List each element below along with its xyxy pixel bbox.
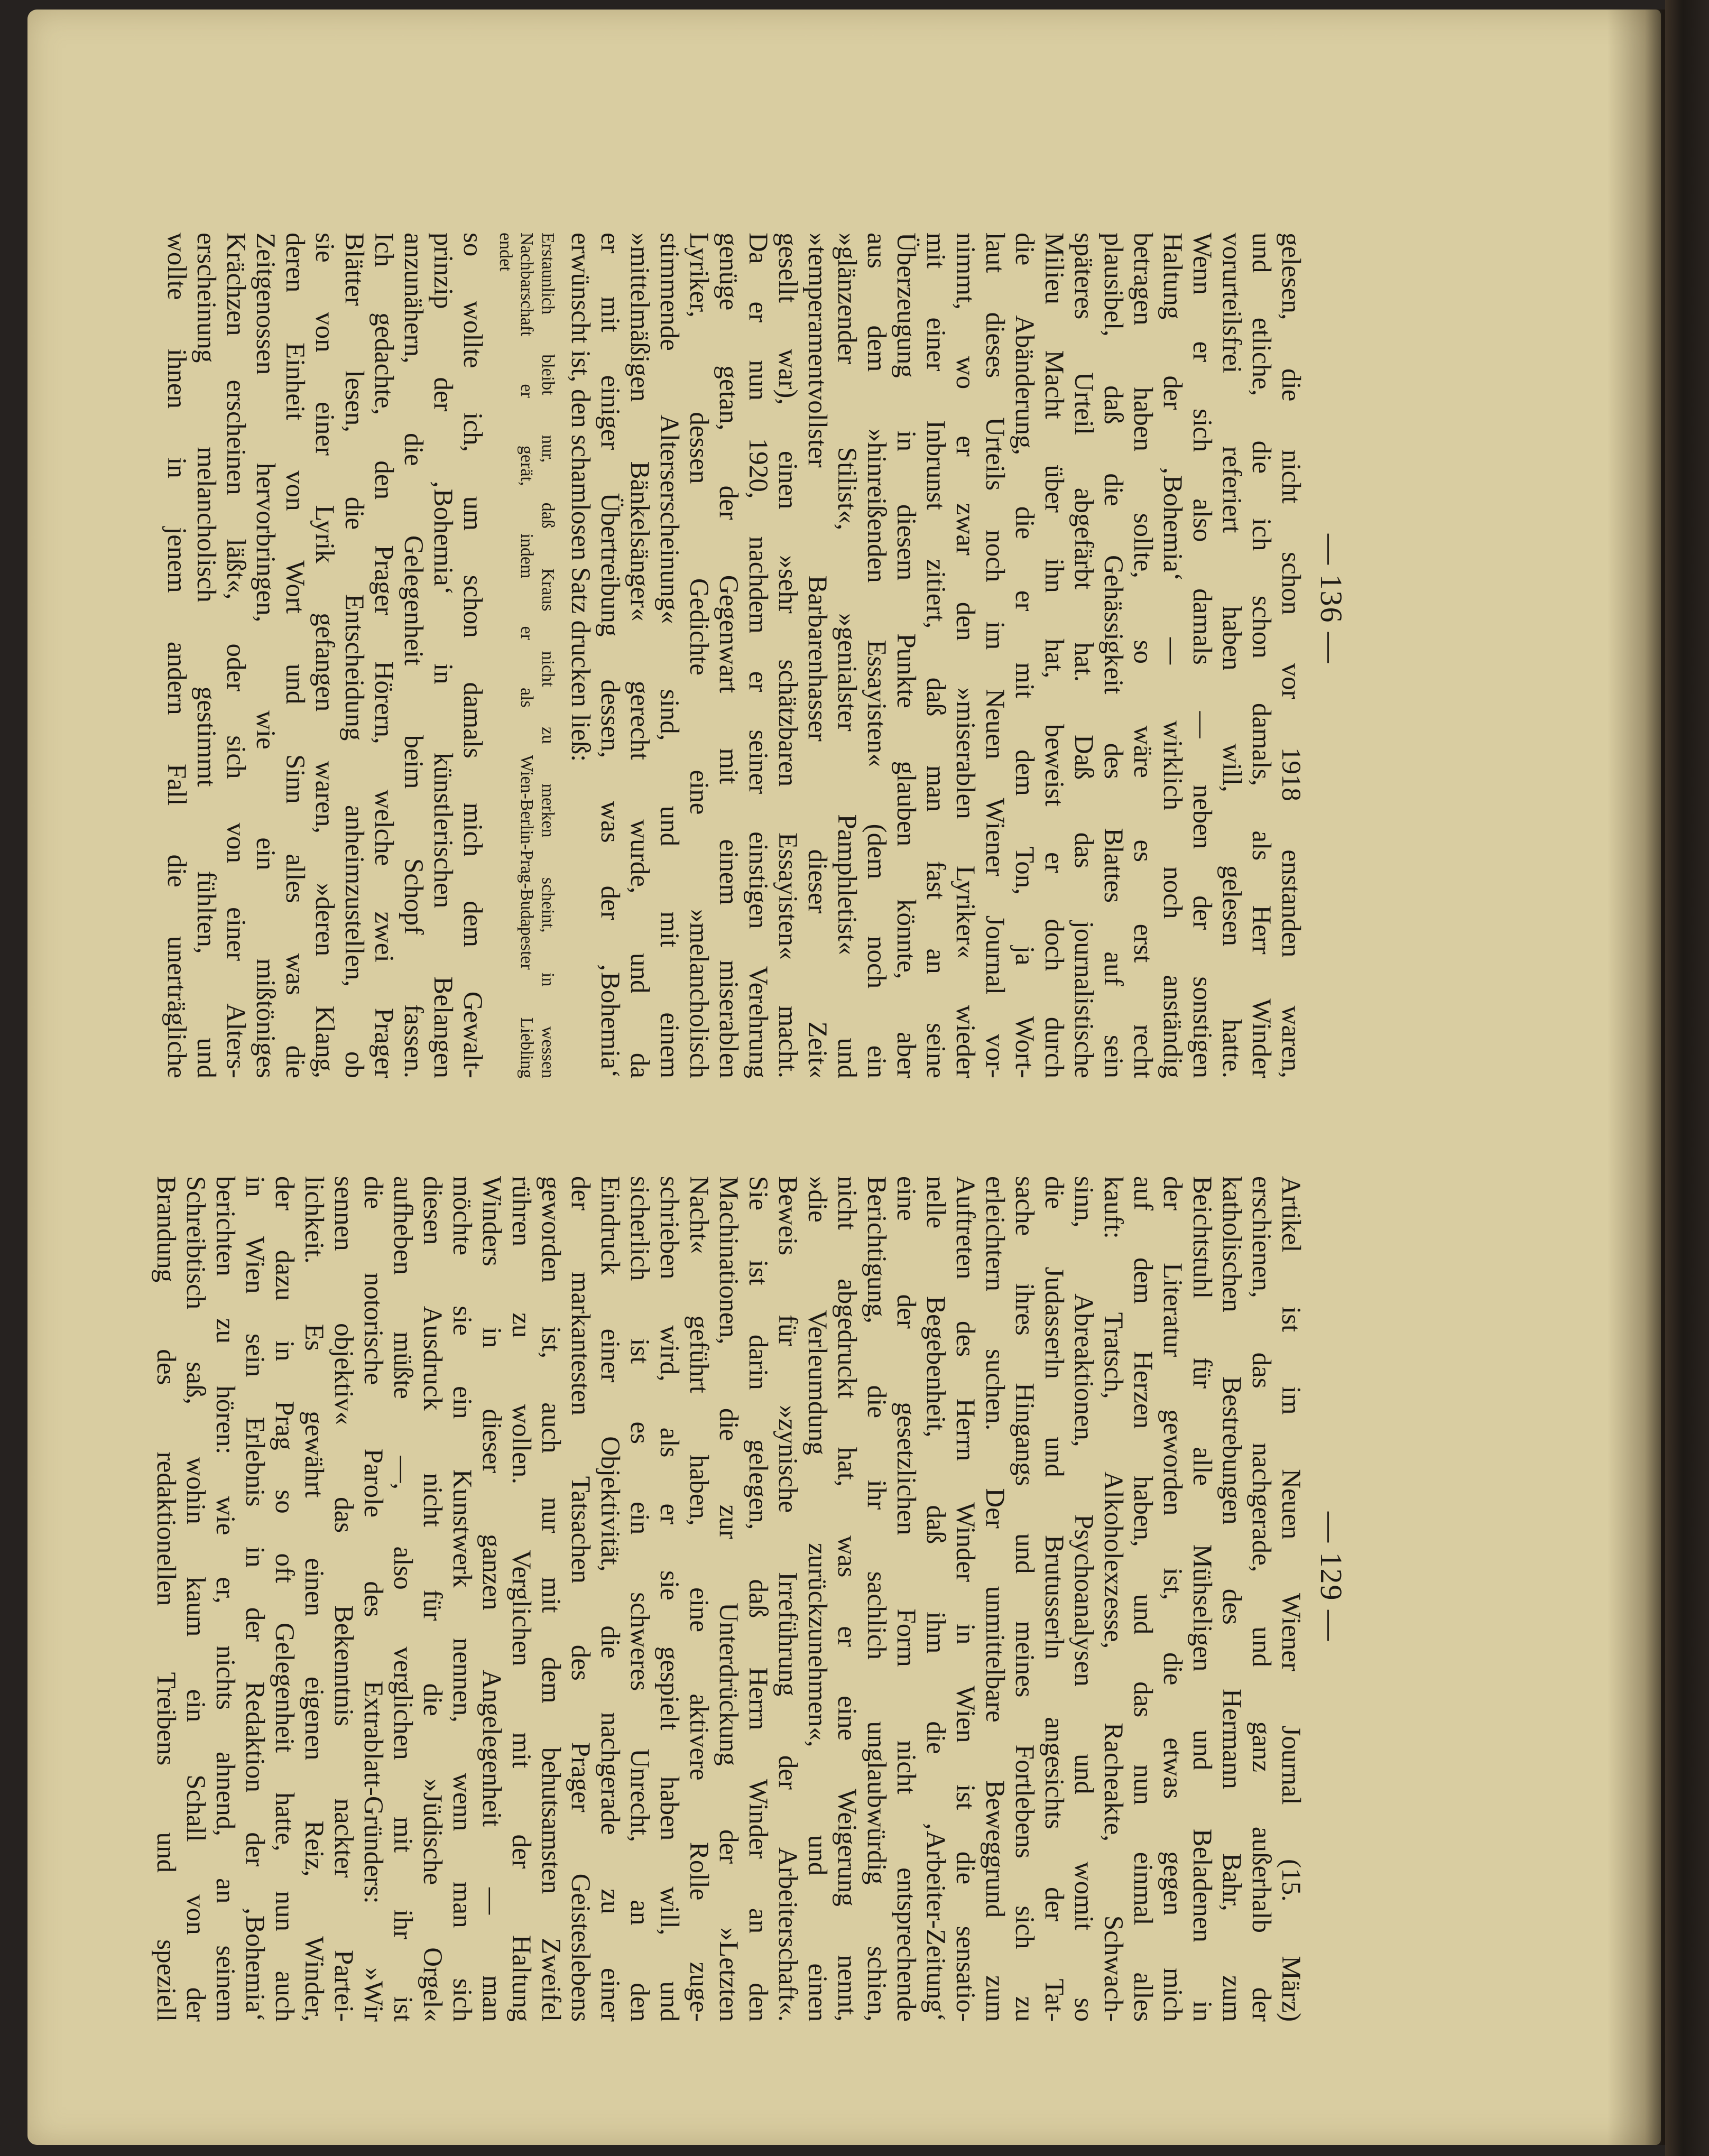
text-line: mit einer Inbrunst zitiert, daß man fast an seine [921, 233, 950, 1078]
footnote-line: Nachbarschaft er gerät, indem er als Wien-Berlin-Prag-Budapester Liebling [517, 233, 537, 1078]
text-line: die Judasserln und Brutusserln angesichts der Tat- [1039, 1176, 1069, 2022]
text-line: Krächzen erscheinen läßt«, oder sich von einer Alters- [221, 233, 251, 1078]
text-line: stimmende Alterserscheinung« sind, und mit einem [654, 233, 684, 1078]
text-line: »mittelmäßigen Bänkelsänger« gerecht wurde, und da [625, 233, 654, 1078]
text-line: »glänzender Stilist«, »genialster Pamphletist« und [832, 233, 862, 1078]
text-line: sie von einer Lyrik gefangen waren, »deren Klang, [310, 233, 339, 1078]
text-line: eine der gesetzlichen Form nicht entsprechende [891, 1176, 921, 2022]
text-line: betragen haben sollte, so wäre es erst recht [1128, 233, 1158, 1078]
text-line: kauft: Tratsch, Alkoholexzesse, Racheakte, Schwach- [1098, 1176, 1128, 2022]
text-line: Beweis für »zynische Irreführung der Arbeiterschaft«. [773, 1176, 802, 2022]
text-line: Eindruck einer Objektivität, die nachgerade zu einer [595, 1176, 625, 2022]
book-cover-edge [1665, 0, 1709, 2156]
text-line: prinzip der ‚Bohemia‘ in künstlerischen Belangen [428, 233, 458, 1078]
text-line: und etliche, die ich schon damals, als Herr Winder [1246, 233, 1276, 1078]
text-line: Winders in dieser ganzen Angelegenheit — man [477, 1176, 506, 2022]
text-line: aufheben müßte —, also verglichen mit ihr ist [388, 1176, 418, 2022]
text-line: diesen Ausdruck nicht für die »Jüdische Orgel« [418, 1176, 447, 2022]
text-line: Machinationen, die zur Unterdrückung der »Letzten [714, 1176, 743, 2022]
text-line: nelle Begebenheit, daß ihm die ‚Arbeiter-Zeitung‘ [921, 1176, 950, 2022]
text-line: erschienen, das nachgerade, und ganz außerhalb der [1246, 1176, 1276, 2022]
page-136-text-column [162, 233, 1306, 1078]
text-line: plausibel, daß die Gehässigkeit des Blattes auf sein [1098, 233, 1128, 1078]
text-line: anzunähern, die Gelegenheit beim Schopf fassen. [399, 233, 428, 1078]
text-line: die notorische Parole des Extrablatt-Gründers: »Wir [358, 1176, 388, 2022]
text-line: erleichtern suchen. Der unmittelbare Beweggrund zum [980, 1176, 1010, 2022]
text-line: Berichtigung, die ihr sachlich unglaubwürdig schien, [862, 1176, 891, 2022]
text-line: laut dieses Urteils noch im Neuen Wiener Journal vor- [980, 233, 1010, 1078]
text-line: der markantesten Tatsachen des Prager Geisteslebens [566, 1176, 595, 2022]
text-line: der Literatur geworden ist, die etwas gegen mich [1158, 1176, 1187, 2022]
text-line: späteres Urteil abgefärbt hat. Daß das journalistische [1069, 233, 1098, 1078]
text-line: Beichtstuhl für alle Mühseligen und Beladenen in [1187, 1176, 1217, 2022]
page-number-129: — 129 — [1314, 1512, 1348, 1642]
text-line: Haltung der ‚Bohemia‘ — wirklich noch anständig [1158, 233, 1187, 1078]
text-line: Schreibtisch saß, wohin kaum ein Schall von der [181, 1176, 210, 2022]
page-number-136: — 136 — [1314, 534, 1348, 664]
text-line: rühren zu wollen. Verglichen mit der Haltung [506, 1176, 536, 2022]
text-line: berichten zu hören: wie er, nichts ahnend, an seinem [210, 1176, 240, 2022]
text-line: sinn, Abreaktionen, Psychoanalysen und womit so [1069, 1176, 1098, 2022]
text-line: »die Verleumdung zurückzunehmen«, und einen [802, 1176, 832, 2022]
text-line: Zeitgenossen hervorbringen, wie ein mißtöniges [251, 233, 280, 1078]
text-line: Überzeugung in diesem Punkte glauben könnte, aber [891, 233, 921, 1078]
text-line: so wollte ich, um schon damals mich dem Gewalt- [458, 233, 487, 1078]
text-line: Lyriker, dessen Gedichte eine »melancholisch [684, 233, 714, 1078]
text-line: erwünscht ist, den schamlosen Satz drucken ließ: [566, 233, 595, 762]
text-line: Auftreten des Herrn Winder in Wien ist die sensatio- [950, 1176, 980, 2022]
text-line: genüge getan, der Gegenwart mit einem miserablen [714, 233, 743, 1078]
text-line: aus dem »hinreißenden Essayisten« (dem noch ein [862, 233, 891, 1078]
text-line: nimmt, wo er zwar den »miserablen Lyriker« wieder [950, 233, 980, 1078]
text-line: Blätter lesen, die Entscheidung anheimzustellen, ob [339, 233, 369, 1078]
page-129-text-column [151, 1176, 1306, 2022]
text-line: Ich gedachte, den Prager Hörern, welche zwei Prager [369, 233, 399, 1078]
text-line: geworden ist, auch nur mit dem behutsamsten Zweifel [536, 1176, 566, 2022]
text-line: die Abänderung, die er mit dem Ton, ja Wort- [1010, 233, 1039, 1078]
text-line: der dazu in Prag so oft Gelegenheit hatte, nun auch [270, 1176, 299, 2022]
text-line: gesellt war), einen »sehr schätzbaren Essayisten« macht. [773, 233, 802, 1078]
text-line: wollte ihnen in jenem andern Fall die unerträgliche [162, 233, 191, 1078]
text-line: nicht abgedruckt hat, was er eine Weigerung nennt, [832, 1176, 862, 2022]
text-line: möchte sie ein Kunstwerk nennen, wenn man sich [447, 1176, 477, 2022]
text-line: katholischen Bestrebungen des Hermann Bahr, zum [1217, 1176, 1246, 2022]
text-line: Wenn er sich also damals — neben der sonstigen [1187, 233, 1217, 1078]
text-line: Artikel ist im Neuen Wiener Journal (15. März) [1276, 1176, 1306, 2022]
text-line: in Wien sein Erlebnis in der Redaktion der ‚Bohemia‘ [240, 1176, 270, 2022]
text-line: schrieben wird, als er sie gespielt haben will, und [654, 1176, 684, 2022]
text-line: gelesen, die nicht schon vor 1918 enstanden waren, [1276, 233, 1306, 1078]
text-line: Da er nun 1920, nachdem er seiner einstigen Verehrung [743, 233, 773, 1078]
footnote-line: Erstaunlich bleibt nur, daß Kraus nicht zu merken scheint, in wessen [538, 233, 558, 1078]
text-line: erscheinung melancholisch gestimmt fühlten, und [191, 233, 221, 1078]
spine-shadow [1607, 10, 1670, 2145]
text-line: Sie ist darin gelegen, daß Herrn Winder an den [743, 1176, 773, 2022]
text-line: sache ihres Hingangs und meines Fortlebens sich zu [1010, 1176, 1039, 2022]
text-line: er mit einiger Übertreibung dessen, was der ‚Bohemia‘ [595, 233, 625, 1078]
text-line: sicherlich ist es ein schweres Unrecht, an den [625, 1176, 654, 2022]
text-line: »temperamentvollster Barbarenhasser dieser Zeit« [802, 233, 832, 1078]
text-line: vorurteilsfrei referiert haben will, gelesen hatte. [1217, 233, 1246, 1078]
text-line: sennen objektiv« das Bekenntnis nackter Partei- [329, 1176, 358, 2022]
text-line: Milieu Macht über ihn hat, beweist er doch durch [1039, 233, 1069, 1078]
footnote-line: endet [496, 233, 515, 272]
text-line: auf dem Herzen haben, und das nun einmal alles [1128, 1176, 1158, 2022]
text-line: lichkeit. Es gewährt einen eigenen Reiz, Winder, [299, 1176, 329, 2022]
text-line: Nacht« geführt haben, eine aktivere Rolle zuge- [684, 1176, 714, 2022]
text-line: Brandung des redaktionellen Treibens und speziell [151, 1176, 181, 2022]
text-line: deren Einheit von Wort und Sinn alles was die [280, 233, 310, 1078]
